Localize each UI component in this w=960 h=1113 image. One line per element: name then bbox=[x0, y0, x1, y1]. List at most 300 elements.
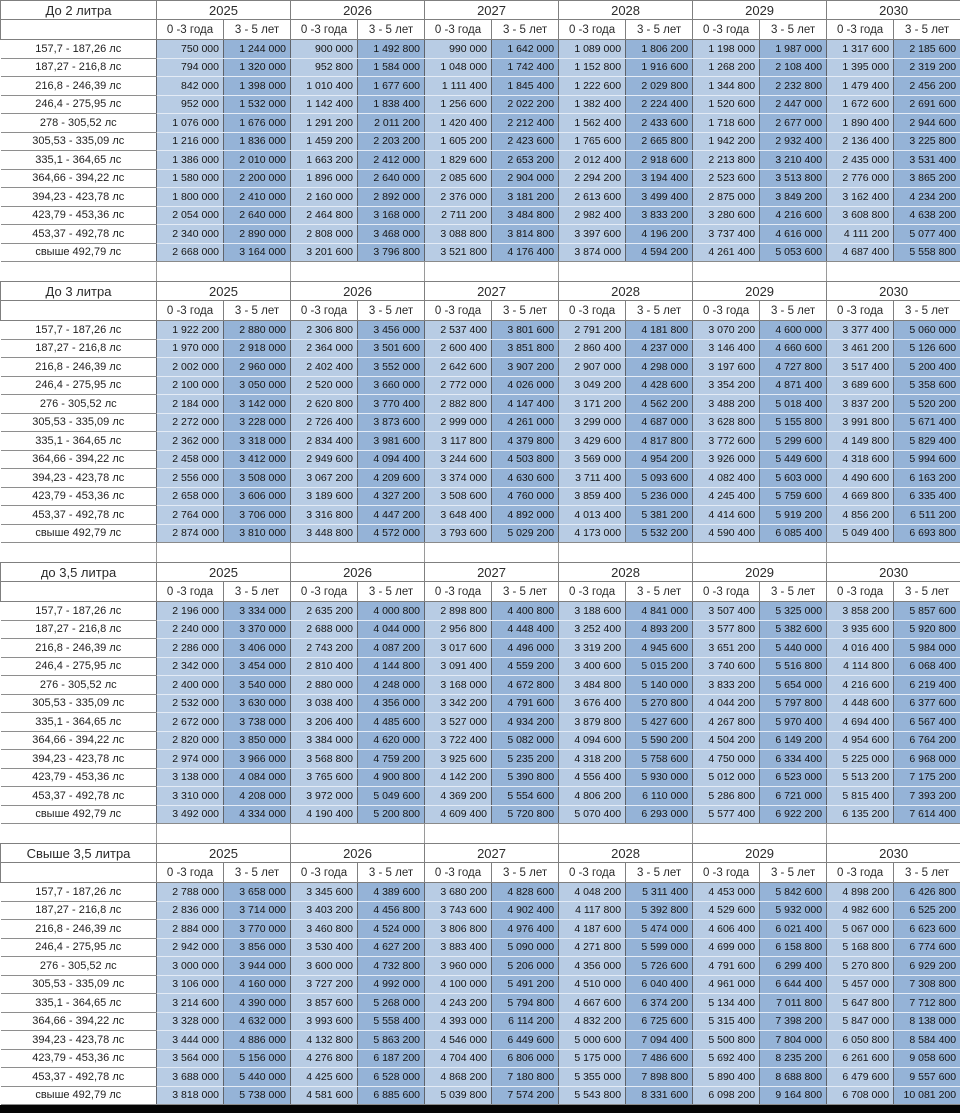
age-header: 3 - 5 лет bbox=[760, 582, 827, 602]
fee-cell: 5 863 200 bbox=[358, 1031, 425, 1050]
fee-cell: 1 216 000 bbox=[157, 132, 224, 151]
fee-cell: 4 609 400 bbox=[425, 805, 492, 824]
fee-cell: 2 342 000 bbox=[157, 657, 224, 676]
fee-cell: 3 210 400 bbox=[760, 151, 827, 170]
fee-cell: 4 448 400 bbox=[492, 620, 559, 639]
table-gap bbox=[1, 262, 960, 282]
fee-cell: 5 932 000 bbox=[760, 901, 827, 920]
fee-cell: 1 010 400 bbox=[291, 77, 358, 96]
age-header: 0 -3 года bbox=[291, 582, 358, 602]
age-header: 0 -3 года bbox=[425, 863, 492, 883]
fee-cell: 2 160 000 bbox=[291, 188, 358, 207]
year-header: 2028 bbox=[559, 1, 693, 20]
fee-cell: 5 599 000 bbox=[626, 938, 693, 957]
fee-cell: 3 188 600 bbox=[559, 602, 626, 621]
fee-cell: 4 976 400 bbox=[492, 920, 559, 939]
age-header: 3 - 5 лет bbox=[224, 20, 291, 40]
fee-cell: 2 294 200 bbox=[559, 169, 626, 188]
fee-cell: 3 397 600 bbox=[559, 225, 626, 244]
fee-cell: 1 459 200 bbox=[291, 132, 358, 151]
fee-cell: 7 486 600 bbox=[626, 1049, 693, 1068]
fee-cell: 5 270 800 bbox=[626, 694, 693, 713]
fee-cell: 2 319 200 bbox=[894, 58, 960, 77]
fee-cell: 4 261 400 bbox=[693, 243, 760, 262]
fee-cell: 2 286 000 bbox=[157, 639, 224, 658]
fee-cell: 4 669 800 bbox=[827, 487, 894, 506]
gap-year-cell bbox=[425, 824, 559, 844]
fee-cell: 5 671 400 bbox=[894, 413, 960, 432]
table-row bbox=[1, 713, 960, 732]
hp-range-label: 157,7 - 187,26 лс bbox=[1, 40, 157, 59]
fee-cell: 3 944 000 bbox=[224, 957, 291, 976]
fee-cell: 6 261 600 bbox=[827, 1049, 894, 1068]
fee-cell: 5 543 800 bbox=[559, 1086, 626, 1105]
fee-cell: 3 960 000 bbox=[425, 957, 492, 976]
fee-cell: 2 890 000 bbox=[224, 225, 291, 244]
fee-cell: 3 810 000 bbox=[224, 524, 291, 543]
fee-cell: 3 530 400 bbox=[291, 938, 358, 957]
fee-cell: 2 640 000 bbox=[224, 206, 291, 225]
age-header: 3 - 5 лет bbox=[760, 20, 827, 40]
fee-cell: 4 400 800 bbox=[492, 602, 559, 621]
table-row bbox=[1, 1049, 960, 1068]
fee-cell: 3 429 600 bbox=[559, 432, 626, 451]
table-gap bbox=[1, 543, 960, 563]
fee-cell: 1 048 000 bbox=[425, 58, 492, 77]
fee-cell: 3 676 400 bbox=[559, 694, 626, 713]
fee-cell: 5 920 800 bbox=[894, 620, 960, 639]
fee-cell: 1 642 000 bbox=[492, 40, 559, 59]
hp-range-label: 187,27 - 216,8 лс bbox=[1, 339, 157, 358]
fee-cell: 3 162 400 bbox=[827, 188, 894, 207]
fee-cell: 3 993 600 bbox=[291, 1012, 358, 1031]
fee-cell: 4 667 600 bbox=[559, 994, 626, 1013]
fee-cell: 5 516 800 bbox=[760, 657, 827, 676]
fee-cell: 3 334 000 bbox=[224, 602, 291, 621]
fee-cell: 4 687 000 bbox=[626, 413, 693, 432]
fee-cell: 3 310 000 bbox=[157, 787, 224, 806]
label-column-spacer bbox=[1, 20, 157, 40]
fee-cell: 3 354 200 bbox=[693, 376, 760, 395]
fee-cell: 3 737 400 bbox=[693, 225, 760, 244]
fee-cell: 4 318 600 bbox=[827, 450, 894, 469]
year-header: 2026 bbox=[291, 1, 425, 20]
fee-cell: 3 484 800 bbox=[559, 676, 626, 695]
fee-cell: 1 244 000 bbox=[224, 40, 291, 59]
fee-cell: 3 680 200 bbox=[425, 883, 492, 902]
fee-cell: 3 517 400 bbox=[827, 358, 894, 377]
fee-cell: 1 386 000 bbox=[157, 151, 224, 170]
year-header: 2026 bbox=[291, 282, 425, 301]
table-gap bbox=[1, 824, 960, 844]
table-row bbox=[1, 225, 960, 244]
year-header: 2025 bbox=[157, 282, 291, 301]
fee-cell: 5 577 400 bbox=[693, 805, 760, 824]
fee-cell: 4 196 200 bbox=[626, 225, 693, 244]
hp-range-label: 216,8 - 246,39 лс bbox=[1, 358, 157, 377]
year-header: 2026 bbox=[291, 844, 425, 863]
fee-cell: 8 584 400 bbox=[894, 1031, 960, 1050]
fee-cell: 5 200 800 bbox=[358, 805, 425, 824]
age-header: 3 - 5 лет bbox=[894, 301, 960, 321]
fee-cell: 6 623 600 bbox=[894, 920, 960, 939]
fee-cell: 3 067 200 bbox=[291, 469, 358, 488]
fee-cell: 3 091 400 bbox=[425, 657, 492, 676]
fee-cell: 9 164 800 bbox=[760, 1086, 827, 1105]
table-row bbox=[1, 957, 960, 976]
fee-cell: 4 428 600 bbox=[626, 376, 693, 395]
fee-cell: 5 325 000 bbox=[760, 602, 827, 621]
fee-cell: 3 727 200 bbox=[291, 975, 358, 994]
fee-cell: 1 398 000 bbox=[224, 77, 291, 96]
fee-cell: 4 245 400 bbox=[693, 487, 760, 506]
fee-cell: 5 358 600 bbox=[894, 376, 960, 395]
fee-cell: 4 529 600 bbox=[693, 901, 760, 920]
fee-cell: 2 029 800 bbox=[626, 77, 693, 96]
fee-cell: 2 776 000 bbox=[827, 169, 894, 188]
fee-cell: 2 820 000 bbox=[157, 731, 224, 750]
fee-cell: 2 810 400 bbox=[291, 657, 358, 676]
fee-cell: 5 175 000 bbox=[559, 1049, 626, 1068]
fee-cell: 4 632 000 bbox=[224, 1012, 291, 1031]
fee-cell: 6 335 400 bbox=[894, 487, 960, 506]
fee-cell: 6 774 600 bbox=[894, 938, 960, 957]
gap-label-cell bbox=[1, 824, 157, 844]
fee-cell: 2 791 200 bbox=[559, 321, 626, 340]
fee-cell: 3 858 200 bbox=[827, 602, 894, 621]
fee-cell: 3 981 600 bbox=[358, 432, 425, 451]
gap-year-cell bbox=[693, 262, 827, 282]
fee-cell: 4 638 200 bbox=[894, 206, 960, 225]
fee-cell: 5 236 000 bbox=[626, 487, 693, 506]
fee-cell: 2 907 000 bbox=[559, 358, 626, 377]
fee-cell: 5 077 400 bbox=[894, 225, 960, 244]
engine-displacement-title: Свыше 3,5 литра bbox=[1, 844, 157, 863]
fee-cell: 1 111 400 bbox=[425, 77, 492, 96]
fee-cell: 5 842 600 bbox=[760, 883, 827, 902]
fee-cell: 6 426 800 bbox=[894, 883, 960, 902]
fee-cell: 2 002 000 bbox=[157, 358, 224, 377]
fee-cell: 3 468 000 bbox=[358, 225, 425, 244]
hp-range-label: 453,37 - 492,78 лс bbox=[1, 225, 157, 244]
fee-cell: 5 847 000 bbox=[827, 1012, 894, 1031]
fee-cell: 3 568 800 bbox=[291, 750, 358, 769]
fee-cell: 4 160 000 bbox=[224, 975, 291, 994]
fee-cell: 5 126 600 bbox=[894, 339, 960, 358]
fee-cell: 4 841 000 bbox=[626, 602, 693, 621]
fee-table bbox=[0, 0, 960, 281]
fee-cell: 1 838 400 bbox=[358, 95, 425, 114]
fee-cell: 4 503 800 bbox=[492, 450, 559, 469]
hp-range-label: 423,79 - 453,36 лс bbox=[1, 487, 157, 506]
fee-cell: 5 558 800 bbox=[894, 243, 960, 262]
fee-cell: 2 532 000 bbox=[157, 694, 224, 713]
fee-cell: 4 327 200 bbox=[358, 487, 425, 506]
fee-cell: 4 117 800 bbox=[559, 901, 626, 920]
fee-cell: 3 765 600 bbox=[291, 768, 358, 787]
fee-cell: 4 425 600 bbox=[291, 1068, 358, 1087]
gap-year-cell bbox=[157, 824, 291, 844]
fee-cell: 4 750 000 bbox=[693, 750, 760, 769]
age-header: 3 - 5 лет bbox=[358, 863, 425, 883]
hp-range-label: 246,4 - 275,95 лс bbox=[1, 376, 157, 395]
fee-cell: 1 890 400 bbox=[827, 114, 894, 133]
fee-cell: 4 510 000 bbox=[559, 975, 626, 994]
fee-cell: 3 370 000 bbox=[224, 620, 291, 639]
hp-range-label: свыше 492,79 лс bbox=[1, 524, 157, 543]
fee-cell: 5 726 600 bbox=[626, 957, 693, 976]
fee-cell: 3 513 800 bbox=[760, 169, 827, 188]
fee-cell: 3 926 000 bbox=[693, 450, 760, 469]
fee-cell: 5 049 400 bbox=[827, 524, 894, 543]
fee-cell: 3 874 000 bbox=[559, 243, 626, 262]
hp-range-label: 423,79 - 453,36 лс bbox=[1, 1049, 157, 1068]
fee-cell: 7 308 800 bbox=[894, 975, 960, 994]
year-header: 2029 bbox=[693, 1, 827, 20]
fee-cell: 5 082 000 bbox=[492, 731, 559, 750]
hp-range-label: 278 - 305,52 лс bbox=[1, 114, 157, 133]
fee-cell: 4 453 000 bbox=[693, 883, 760, 902]
age-header: 3 - 5 лет bbox=[894, 863, 960, 883]
fee-cell: 5 090 000 bbox=[492, 938, 559, 957]
fee-cell: 4 627 200 bbox=[358, 938, 425, 957]
fee-cell: 4 982 600 bbox=[827, 901, 894, 920]
fee-cell: 4 699 000 bbox=[693, 938, 760, 957]
fee-cell: 900 000 bbox=[291, 40, 358, 59]
table-row bbox=[1, 95, 960, 114]
table-row bbox=[1, 1086, 960, 1105]
fee-cell: 2 999 000 bbox=[425, 413, 492, 432]
fee-cell: 3 038 400 bbox=[291, 694, 358, 713]
fee-cell: 4 732 800 bbox=[358, 957, 425, 976]
fee-cell: 4 832 200 bbox=[559, 1012, 626, 1031]
age-header: 3 - 5 лет bbox=[224, 863, 291, 883]
fee-cell: 3 856 000 bbox=[224, 938, 291, 957]
fee-cell: 5 829 400 bbox=[894, 432, 960, 451]
fee-cell: 3 873 600 bbox=[358, 413, 425, 432]
fee-cell: 2 240 000 bbox=[157, 620, 224, 639]
fee-cell: 7 614 400 bbox=[894, 805, 960, 824]
fee-cell: 1 076 000 bbox=[157, 114, 224, 133]
fee-cell: 5 060 000 bbox=[894, 321, 960, 340]
age-header: 3 - 5 лет bbox=[492, 863, 559, 883]
fee-cell: 2 435 000 bbox=[827, 151, 894, 170]
fee-cell: 5 381 200 bbox=[626, 506, 693, 525]
fee-cell: 6 567 400 bbox=[894, 713, 960, 732]
fee-cell: 1 584 000 bbox=[358, 58, 425, 77]
fee-cell: 2 520 000 bbox=[291, 376, 358, 395]
table-row bbox=[1, 938, 960, 957]
age-header: 3 - 5 лет bbox=[224, 301, 291, 321]
fee-cell: 5 168 800 bbox=[827, 938, 894, 957]
fee-cell: 7 175 200 bbox=[894, 768, 960, 787]
fee-cell: 3 883 400 bbox=[425, 938, 492, 957]
fee-cell: 5 647 800 bbox=[827, 994, 894, 1013]
fee-cell: 5 018 400 bbox=[760, 395, 827, 414]
fee-cell: 3 660 000 bbox=[358, 376, 425, 395]
fee-cell: 4 094 400 bbox=[358, 450, 425, 469]
fee-cell: 6 149 200 bbox=[760, 731, 827, 750]
fee-cell: 4 886 000 bbox=[224, 1031, 291, 1050]
fee-cell: 4 954 600 bbox=[827, 731, 894, 750]
hp-range-label: 394,23 - 423,78 лс bbox=[1, 469, 157, 488]
fee-cell: 2 213 800 bbox=[693, 151, 760, 170]
fee-cell: 4 237 000 bbox=[626, 339, 693, 358]
fee-cell: 2 100 000 bbox=[157, 376, 224, 395]
fee-cell: 6 449 600 bbox=[492, 1031, 559, 1050]
fee-cell: 5 427 600 bbox=[626, 713, 693, 732]
fee-cell: 1 320 000 bbox=[224, 58, 291, 77]
age-header: 3 - 5 лет bbox=[358, 20, 425, 40]
fee-cell: 6 479 600 bbox=[827, 1068, 894, 1087]
fee-cell: 3 837 200 bbox=[827, 395, 894, 414]
age-header: 3 - 5 лет bbox=[626, 20, 693, 40]
fee-cell: 5 474 000 bbox=[626, 920, 693, 939]
table-row bbox=[1, 901, 960, 920]
fee-cell: 2 677 000 bbox=[760, 114, 827, 133]
fee-cell: 2 898 800 bbox=[425, 602, 492, 621]
table-row bbox=[1, 114, 960, 133]
fee-cell: 2 447 000 bbox=[760, 95, 827, 114]
year-header: 2030 bbox=[827, 1, 960, 20]
table-row bbox=[1, 77, 960, 96]
fee-cell: 3 814 800 bbox=[492, 225, 559, 244]
fee-cell: 4 620 000 bbox=[358, 731, 425, 750]
age-header: 0 -3 года bbox=[827, 301, 894, 321]
fee-cell: 2 808 000 bbox=[291, 225, 358, 244]
fee-cell: 3 244 600 bbox=[425, 450, 492, 469]
fee-cell: 2 635 200 bbox=[291, 602, 358, 621]
fee-cell: 8 688 800 bbox=[760, 1068, 827, 1087]
fee-cell: 5 758 600 bbox=[626, 750, 693, 769]
fee-cell: 3 552 000 bbox=[358, 358, 425, 377]
fee-cell: 2 711 200 bbox=[425, 206, 492, 225]
year-header: 2025 bbox=[157, 563, 291, 582]
fee-cell: 2 184 000 bbox=[157, 395, 224, 414]
age-header: 0 -3 года bbox=[693, 863, 760, 883]
fee-cell: 1 291 200 bbox=[291, 114, 358, 133]
fee-cell: 1 479 400 bbox=[827, 77, 894, 96]
table-row bbox=[1, 975, 960, 994]
table-row bbox=[1, 883, 960, 902]
fee-cell: 5 720 800 bbox=[492, 805, 559, 824]
fee-cell: 4 132 800 bbox=[291, 1031, 358, 1050]
fee-cell: 3 488 200 bbox=[693, 395, 760, 414]
age-header: 3 - 5 лет bbox=[626, 582, 693, 602]
fee-cell: 9 557 600 bbox=[894, 1068, 960, 1087]
table-row bbox=[1, 506, 960, 525]
fee-cell: 5 286 800 bbox=[693, 787, 760, 806]
fee-cell: 4 672 800 bbox=[492, 676, 559, 695]
fee-cell: 10 081 200 bbox=[894, 1086, 960, 1105]
fee-cell: 3 088 800 bbox=[425, 225, 492, 244]
fee-cell: 3 801 600 bbox=[492, 321, 559, 340]
fee-cell: 3 448 800 bbox=[291, 524, 358, 543]
fee-cell: 5 654 000 bbox=[760, 676, 827, 695]
fee-cell: 7 094 400 bbox=[626, 1031, 693, 1050]
fee-cell: 2 203 200 bbox=[358, 132, 425, 151]
age-header: 3 - 5 лет bbox=[626, 301, 693, 321]
gap-label-cell bbox=[1, 543, 157, 563]
fee-cell: 3 688 000 bbox=[157, 1068, 224, 1087]
fee-cell: 1 256 600 bbox=[425, 95, 492, 114]
hp-range-label: 305,53 - 335,09 лс bbox=[1, 132, 157, 151]
fee-cell: 2 402 400 bbox=[291, 358, 358, 377]
year-header: 2025 bbox=[157, 844, 291, 863]
table-row bbox=[1, 395, 960, 414]
fee-cell: 2 982 400 bbox=[559, 206, 626, 225]
fee-cell: 6 764 200 bbox=[894, 731, 960, 750]
fee-cell: 1 152 800 bbox=[559, 58, 626, 77]
fee-cell: 3 689 600 bbox=[827, 376, 894, 395]
fee-cell: 3 508 600 bbox=[425, 487, 492, 506]
age-header: 3 - 5 лет bbox=[358, 582, 425, 602]
fee-cell: 3 049 200 bbox=[559, 376, 626, 395]
fee-cell: 5 449 600 bbox=[760, 450, 827, 469]
fee-cell: 2 620 800 bbox=[291, 395, 358, 414]
fee-cell: 6 885 600 bbox=[358, 1086, 425, 1105]
fee-cell: 6 511 200 bbox=[894, 506, 960, 525]
fee-cell: 3 000 000 bbox=[157, 957, 224, 976]
fee-cell: 4 144 800 bbox=[358, 657, 425, 676]
age-header: 0 -3 года bbox=[559, 20, 626, 40]
fee-cell: 2 788 000 bbox=[157, 883, 224, 902]
hp-range-label: 276 - 305,52 лс bbox=[1, 395, 157, 414]
fee-cell: 4 760 000 bbox=[492, 487, 559, 506]
fee-cell: 3 851 800 bbox=[492, 339, 559, 358]
fee-cell: 6 068 400 bbox=[894, 657, 960, 676]
fee-cell: 952 800 bbox=[291, 58, 358, 77]
fee-cell: 2 726 400 bbox=[291, 413, 358, 432]
hp-range-label: 246,4 - 275,95 лс bbox=[1, 95, 157, 114]
engine-displacement-title: до 3,5 литра bbox=[1, 563, 157, 582]
age-header: 0 -3 года bbox=[559, 301, 626, 321]
fee-cell: 3 501 600 bbox=[358, 339, 425, 358]
fee-cell: 5 299 600 bbox=[760, 432, 827, 451]
fee-cell: 1 222 600 bbox=[559, 77, 626, 96]
fee-cell: 4 806 200 bbox=[559, 787, 626, 806]
fee-cell: 5 440 000 bbox=[760, 639, 827, 658]
fee-cell: 4 616 000 bbox=[760, 225, 827, 244]
fee-cell: 4 087 200 bbox=[358, 639, 425, 658]
fee-cell: 4 504 200 bbox=[693, 731, 760, 750]
hp-range-label: 187,27 - 216,8 лс bbox=[1, 620, 157, 639]
age-header: 0 -3 года bbox=[559, 863, 626, 883]
hp-range-label: 305,53 - 335,09 лс bbox=[1, 694, 157, 713]
fee-cell: 1 896 000 bbox=[291, 169, 358, 188]
fee-cell: 3 743 600 bbox=[425, 901, 492, 920]
fee-cell: 5 984 000 bbox=[894, 639, 960, 658]
fee-cell: 5 311 400 bbox=[626, 883, 693, 902]
fee-cell: 1 845 400 bbox=[492, 77, 559, 96]
fee-cell: 3 406 000 bbox=[224, 639, 291, 658]
fee-cell: 1 605 200 bbox=[425, 132, 492, 151]
fee-cell: 4 082 400 bbox=[693, 469, 760, 488]
table-row bbox=[1, 731, 960, 750]
table-row bbox=[1, 450, 960, 469]
fee-cell: 3 117 800 bbox=[425, 432, 492, 451]
hp-range-label: 453,37 - 492,78 лс bbox=[1, 1068, 157, 1087]
fee-cell: 2 640 000 bbox=[358, 169, 425, 188]
hp-range-label: 364,66 - 394,22 лс bbox=[1, 731, 157, 750]
fee-cell: 4 898 200 bbox=[827, 883, 894, 902]
fee-cell: 1 344 800 bbox=[693, 77, 760, 96]
fee-cell: 5 440 000 bbox=[224, 1068, 291, 1087]
fee-cell: 4 868 200 bbox=[425, 1068, 492, 1087]
gap-year-cell bbox=[425, 262, 559, 282]
age-header: 0 -3 года bbox=[827, 20, 894, 40]
fee-cell: 2 212 400 bbox=[492, 114, 559, 133]
